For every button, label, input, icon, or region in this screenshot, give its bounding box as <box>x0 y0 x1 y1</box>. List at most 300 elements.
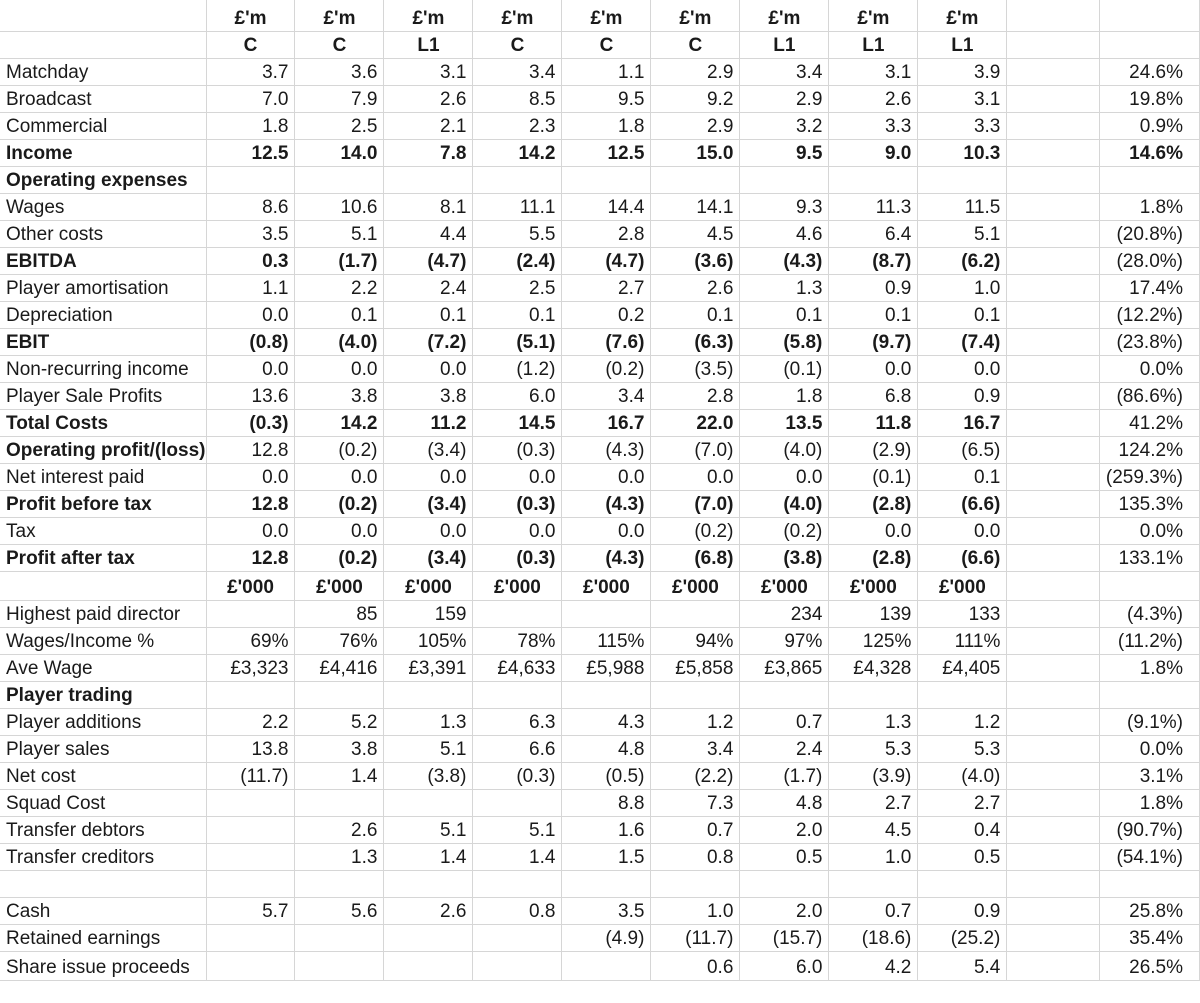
value-cell[interactable]: (3.6) <box>651 247 740 274</box>
value-cell[interactable]: 5.1 <box>473 816 562 843</box>
value-cell[interactable]: 1.2 <box>918 708 1007 735</box>
change-cell[interactable]: 133.1% <box>1099 544 1199 571</box>
value-cell[interactable]: 2.9 <box>651 58 740 85</box>
row-label[interactable]: Commercial <box>0 112 206 139</box>
value-cell[interactable]: (3.5) <box>651 355 740 382</box>
value-cell[interactable] <box>473 870 562 897</box>
empty-cell[interactable] <box>1007 247 1099 274</box>
value-cell[interactable]: 97% <box>740 627 829 654</box>
row-label[interactable]: Depreciation <box>0 301 206 328</box>
change-cell[interactable]: 41.2% <box>1099 409 1199 436</box>
value-cell[interactable]: 14.0 <box>295 139 384 166</box>
value-cell[interactable]: 9.0 <box>829 139 918 166</box>
value-cell[interactable]: 9.2 <box>651 85 740 112</box>
value-cell[interactable]: (7.4) <box>918 328 1007 355</box>
value-cell[interactable]: 0.2 <box>562 301 651 328</box>
value-cell[interactable]: 14.2 <box>295 409 384 436</box>
row-label[interactable]: Net cost <box>0 762 206 789</box>
value-cell[interactable]: 0.0 <box>651 463 740 490</box>
value-cell[interactable] <box>562 681 651 708</box>
value-cell[interactable]: 0.0 <box>384 517 473 544</box>
value-cell[interactable] <box>473 951 562 980</box>
value-cell[interactable]: 0.0 <box>918 517 1007 544</box>
value-cell[interactable]: £'m <box>384 0 473 31</box>
value-cell[interactable]: (4.0) <box>295 328 384 355</box>
value-cell[interactable]: 9.5 <box>562 85 651 112</box>
empty-cell[interactable] <box>1007 166 1099 193</box>
value-cell[interactable]: 6.0 <box>473 382 562 409</box>
value-cell[interactable]: 1.3 <box>295 843 384 870</box>
value-cell[interactable]: 1.8 <box>206 112 295 139</box>
value-cell[interactable] <box>206 816 295 843</box>
value-cell[interactable]: £3,391 <box>384 654 473 681</box>
row-label[interactable]: EBIT <box>0 328 206 355</box>
row-label[interactable]: Matchday <box>0 58 206 85</box>
value-cell[interactable]: 7.8 <box>384 139 473 166</box>
empty-cell[interactable] <box>1007 58 1099 85</box>
value-cell[interactable] <box>829 681 918 708</box>
value-cell[interactable]: 3.1 <box>918 85 1007 112</box>
value-cell[interactable] <box>473 789 562 816</box>
value-cell[interactable]: 7.3 <box>651 789 740 816</box>
value-cell[interactable]: C <box>295 31 384 58</box>
value-cell[interactable]: (1.7) <box>740 762 829 789</box>
empty-cell[interactable] <box>1007 843 1099 870</box>
value-cell[interactable]: (3.4) <box>384 544 473 571</box>
row-label[interactable]: Tax <box>0 517 206 544</box>
value-cell[interactable]: (0.2) <box>295 490 384 517</box>
value-cell[interactable]: 22.0 <box>651 409 740 436</box>
value-cell[interactable]: 5.3 <box>918 735 1007 762</box>
empty-cell[interactable] <box>1007 112 1099 139</box>
value-cell[interactable]: (2.8) <box>829 490 918 517</box>
value-cell[interactable]: £5,988 <box>562 654 651 681</box>
change-cell[interactable]: (9.1%) <box>1099 708 1199 735</box>
row-label[interactable]: Highest paid director <box>0 600 206 627</box>
value-cell[interactable]: (1.2) <box>473 355 562 382</box>
value-cell[interactable]: (2.9) <box>829 436 918 463</box>
empty-cell[interactable] <box>1007 31 1099 58</box>
row-label[interactable]: Income <box>0 139 206 166</box>
value-cell[interactable] <box>562 870 651 897</box>
value-cell[interactable]: £4,416 <box>295 654 384 681</box>
value-cell[interactable]: (9.7) <box>829 328 918 355</box>
value-cell[interactable]: 2.6 <box>829 85 918 112</box>
value-cell[interactable]: (6.3) <box>651 328 740 355</box>
value-cell[interactable]: (6.6) <box>918 490 1007 517</box>
value-cell[interactable]: £'m <box>740 0 829 31</box>
value-cell[interactable]: 4.6 <box>740 220 829 247</box>
value-cell[interactable] <box>829 166 918 193</box>
change-cell[interactable]: (54.1%) <box>1099 843 1199 870</box>
value-cell[interactable]: 0.0 <box>740 463 829 490</box>
row-label[interactable]: EBITDA <box>0 247 206 274</box>
value-cell[interactable]: 0.1 <box>829 301 918 328</box>
value-cell[interactable]: (5.8) <box>740 328 829 355</box>
value-cell[interactable]: (4.3) <box>562 490 651 517</box>
empty-cell[interactable] <box>1007 735 1099 762</box>
value-cell[interactable] <box>651 870 740 897</box>
value-cell[interactable]: 125% <box>829 627 918 654</box>
value-cell[interactable] <box>384 870 473 897</box>
value-cell[interactable]: 2.9 <box>740 85 829 112</box>
value-cell[interactable]: 5.1 <box>384 816 473 843</box>
value-cell[interactable] <box>295 951 384 980</box>
empty-cell[interactable] <box>1007 951 1099 980</box>
row-label[interactable]: Player sales <box>0 735 206 762</box>
value-cell[interactable]: £3,865 <box>740 654 829 681</box>
value-cell[interactable]: 5.3 <box>829 735 918 762</box>
value-cell[interactable]: 0.0 <box>918 355 1007 382</box>
value-cell[interactable]: 3.5 <box>206 220 295 247</box>
value-cell[interactable]: 8.5 <box>473 85 562 112</box>
row-label[interactable]: Profit before tax <box>0 490 206 517</box>
value-cell[interactable]: (0.2) <box>295 544 384 571</box>
value-cell[interactable] <box>384 951 473 980</box>
value-cell[interactable]: (0.3) <box>473 544 562 571</box>
value-cell[interactable]: (3.4) <box>384 436 473 463</box>
value-cell[interactable]: 13.8 <box>206 735 295 762</box>
value-cell[interactable]: 3.4 <box>651 735 740 762</box>
row-label[interactable]: Share issue proceeds <box>0 951 206 980</box>
value-cell[interactable]: 69% <box>206 627 295 654</box>
value-cell[interactable]: £'m <box>651 0 740 31</box>
change-cell[interactable]: 0.0% <box>1099 355 1199 382</box>
value-cell[interactable]: 0.7 <box>740 708 829 735</box>
value-cell[interactable]: 15.0 <box>651 139 740 166</box>
value-cell[interactable]: 2.7 <box>918 789 1007 816</box>
value-cell[interactable]: (0.3) <box>473 436 562 463</box>
value-cell[interactable] <box>206 870 295 897</box>
row-label[interactable]: Operating expenses <box>0 166 206 193</box>
empty-cell[interactable] <box>1007 517 1099 544</box>
row-label[interactable]: Cash <box>0 897 206 924</box>
empty-cell[interactable] <box>1007 0 1099 31</box>
value-cell[interactable]: (4.0) <box>740 436 829 463</box>
value-cell[interactable]: £'000 <box>562 571 651 600</box>
value-cell[interactable]: £'m <box>562 0 651 31</box>
empty-cell[interactable] <box>1007 627 1099 654</box>
value-cell[interactable]: 3.2 <box>740 112 829 139</box>
value-cell[interactable]: (6.6) <box>918 544 1007 571</box>
value-cell[interactable] <box>295 924 384 951</box>
value-cell[interactable]: (4.0) <box>918 762 1007 789</box>
value-cell[interactable]: 7.0 <box>206 85 295 112</box>
value-cell[interactable] <box>740 870 829 897</box>
value-cell[interactable]: 0.6 <box>651 951 740 980</box>
value-cell[interactable]: (0.2) <box>740 517 829 544</box>
value-cell[interactable]: (7.0) <box>651 490 740 517</box>
change-cell[interactable] <box>1099 681 1199 708</box>
empty-cell[interactable] <box>1007 762 1099 789</box>
value-cell[interactable]: 159 <box>384 600 473 627</box>
value-cell[interactable]: (6.2) <box>918 247 1007 274</box>
value-cell[interactable] <box>740 681 829 708</box>
value-cell[interactable]: 13.6 <box>206 382 295 409</box>
row-label[interactable]: Retained earnings <box>0 924 206 951</box>
value-cell[interactable]: £'000 <box>918 571 1007 600</box>
value-cell[interactable]: 3.1 <box>384 58 473 85</box>
value-cell[interactable]: 11.3 <box>829 193 918 220</box>
empty-cell[interactable] <box>1007 436 1099 463</box>
value-cell[interactable]: 1.4 <box>473 843 562 870</box>
change-cell[interactable]: 35.4% <box>1099 924 1199 951</box>
value-cell[interactable]: 0.4 <box>918 816 1007 843</box>
value-cell[interactable]: £'m <box>918 0 1007 31</box>
row-label[interactable]: Player additions <box>0 708 206 735</box>
row-label[interactable]: Transfer debtors <box>0 816 206 843</box>
value-cell[interactable]: 6.8 <box>829 382 918 409</box>
row-label[interactable]: Player trading <box>0 681 206 708</box>
value-cell[interactable]: 4.5 <box>829 816 918 843</box>
value-cell[interactable] <box>206 681 295 708</box>
value-cell[interactable]: 11.5 <box>918 193 1007 220</box>
value-cell[interactable]: (25.2) <box>918 924 1007 951</box>
value-cell[interactable]: 0.0 <box>295 517 384 544</box>
value-cell[interactable]: 13.5 <box>740 409 829 436</box>
value-cell[interactable]: 4.4 <box>384 220 473 247</box>
value-cell[interactable]: 2.6 <box>384 897 473 924</box>
value-cell[interactable] <box>562 166 651 193</box>
empty-cell[interactable] <box>1007 544 1099 571</box>
value-cell[interactable]: 0.1 <box>384 301 473 328</box>
change-cell[interactable]: 24.6% <box>1099 58 1199 85</box>
value-cell[interactable]: L1 <box>918 31 1007 58</box>
value-cell[interactable]: 0.0 <box>206 517 295 544</box>
value-cell[interactable]: 3.9 <box>918 58 1007 85</box>
value-cell[interactable]: 0.9 <box>829 274 918 301</box>
value-cell[interactable]: 0.1 <box>473 301 562 328</box>
value-cell[interactable]: (6.8) <box>651 544 740 571</box>
value-cell[interactable]: (18.6) <box>829 924 918 951</box>
value-cell[interactable]: 1.3 <box>384 708 473 735</box>
value-cell[interactable] <box>473 166 562 193</box>
value-cell[interactable]: (0.3) <box>473 490 562 517</box>
value-cell[interactable]: 2.6 <box>651 274 740 301</box>
row-label[interactable] <box>0 31 206 58</box>
value-cell[interactable]: 1.1 <box>206 274 295 301</box>
value-cell[interactable] <box>295 789 384 816</box>
value-cell[interactable]: 16.7 <box>918 409 1007 436</box>
value-cell[interactable] <box>206 951 295 980</box>
value-cell[interactable]: 4.8 <box>562 735 651 762</box>
empty-cell[interactable] <box>1007 193 1099 220</box>
value-cell[interactable]: C <box>651 31 740 58</box>
change-cell[interactable]: (20.8%) <box>1099 220 1199 247</box>
value-cell[interactable]: (4.3) <box>740 247 829 274</box>
change-cell[interactable]: 135.3% <box>1099 490 1199 517</box>
empty-cell[interactable] <box>1007 600 1099 627</box>
value-cell[interactable]: 11.8 <box>829 409 918 436</box>
value-cell[interactable]: 12.5 <box>206 139 295 166</box>
value-cell[interactable]: (4.7) <box>562 247 651 274</box>
value-cell[interactable]: (7.6) <box>562 328 651 355</box>
change-cell[interactable]: (90.7%) <box>1099 816 1199 843</box>
value-cell[interactable] <box>206 600 295 627</box>
value-cell[interactable]: (4.9) <box>562 924 651 951</box>
change-cell[interactable]: 124.2% <box>1099 436 1199 463</box>
value-cell[interactable]: 4.2 <box>829 951 918 980</box>
row-label[interactable]: Wages/Income % <box>0 627 206 654</box>
value-cell[interactable] <box>829 870 918 897</box>
value-cell[interactable]: £4,405 <box>918 654 1007 681</box>
value-cell[interactable] <box>206 789 295 816</box>
row-label[interactable]: Other costs <box>0 220 206 247</box>
value-cell[interactable]: 1.4 <box>295 762 384 789</box>
value-cell[interactable]: 85 <box>295 600 384 627</box>
value-cell[interactable]: (3.8) <box>740 544 829 571</box>
value-cell[interactable]: 2.5 <box>473 274 562 301</box>
value-cell[interactable]: 0.1 <box>651 301 740 328</box>
value-cell[interactable]: 0.7 <box>651 816 740 843</box>
value-cell[interactable] <box>206 924 295 951</box>
change-cell[interactable]: (23.8%) <box>1099 328 1199 355</box>
value-cell[interactable]: 0.0 <box>295 463 384 490</box>
value-cell[interactable]: 0.3 <box>206 247 295 274</box>
value-cell[interactable]: 3.8 <box>295 382 384 409</box>
value-cell[interactable]: C <box>206 31 295 58</box>
empty-cell[interactable] <box>1007 355 1099 382</box>
value-cell[interactable]: (0.2) <box>295 436 384 463</box>
value-cell[interactable]: 8.6 <box>206 193 295 220</box>
value-cell[interactable]: £4,328 <box>829 654 918 681</box>
value-cell[interactable]: 8.8 <box>562 789 651 816</box>
value-cell[interactable]: 5.4 <box>918 951 1007 980</box>
value-cell[interactable]: 0.7 <box>829 897 918 924</box>
value-cell[interactable]: 1.0 <box>918 274 1007 301</box>
value-cell[interactable]: (3.8) <box>384 762 473 789</box>
empty-cell[interactable] <box>1007 490 1099 517</box>
row-label[interactable]: Non-recurring income <box>0 355 206 382</box>
value-cell[interactable]: 1.0 <box>651 897 740 924</box>
value-cell[interactable]: (4.3) <box>562 544 651 571</box>
empty-cell[interactable] <box>1007 139 1099 166</box>
value-cell[interactable] <box>295 166 384 193</box>
value-cell[interactable]: 5.1 <box>384 735 473 762</box>
value-cell[interactable]: 6.0 <box>740 951 829 980</box>
row-label[interactable]: Total Costs <box>0 409 206 436</box>
empty-cell[interactable] <box>1007 924 1099 951</box>
value-cell[interactable]: 1.4 <box>384 843 473 870</box>
value-cell[interactable]: 0.0 <box>384 463 473 490</box>
empty-cell[interactable] <box>1007 274 1099 301</box>
value-cell[interactable]: (2.8) <box>829 544 918 571</box>
value-cell[interactable]: 2.4 <box>740 735 829 762</box>
value-cell[interactable] <box>295 681 384 708</box>
value-cell[interactable]: 2.3 <box>473 112 562 139</box>
empty-cell[interactable] <box>1007 816 1099 843</box>
value-cell[interactable]: (11.7) <box>206 762 295 789</box>
value-cell[interactable]: 12.8 <box>206 436 295 463</box>
value-cell[interactable] <box>473 924 562 951</box>
value-cell[interactable]: 0.8 <box>651 843 740 870</box>
value-cell[interactable] <box>384 789 473 816</box>
value-cell[interactable]: (15.7) <box>740 924 829 951</box>
value-cell[interactable]: 0.0 <box>295 355 384 382</box>
value-cell[interactable]: 1.2 <box>651 708 740 735</box>
change-cell[interactable]: 1.8% <box>1099 789 1199 816</box>
value-cell[interactable]: 3.3 <box>829 112 918 139</box>
value-cell[interactable] <box>562 951 651 980</box>
value-cell[interactable]: 0.0 <box>206 463 295 490</box>
value-cell[interactable]: (2.2) <box>651 762 740 789</box>
value-cell[interactable]: 3.5 <box>562 897 651 924</box>
value-cell[interactable]: 5.2 <box>295 708 384 735</box>
value-cell[interactable]: £'m <box>829 0 918 31</box>
value-cell[interactable]: £'000 <box>206 571 295 600</box>
change-cell[interactable] <box>1099 571 1199 600</box>
value-cell[interactable]: 0.0 <box>384 355 473 382</box>
value-cell[interactable]: (6.5) <box>918 436 1007 463</box>
value-cell[interactable] <box>918 681 1007 708</box>
change-cell[interactable]: (11.2%) <box>1099 627 1199 654</box>
value-cell[interactable]: 0.5 <box>740 843 829 870</box>
value-cell[interactable]: (0.3) <box>206 409 295 436</box>
value-cell[interactable]: C <box>562 31 651 58</box>
value-cell[interactable]: 0.1 <box>918 463 1007 490</box>
value-cell[interactable]: 6.3 <box>473 708 562 735</box>
row-label[interactable]: Ave Wage <box>0 654 206 681</box>
row-label[interactable]: Player Sale Profits <box>0 382 206 409</box>
value-cell[interactable]: 0.0 <box>473 517 562 544</box>
value-cell[interactable] <box>562 600 651 627</box>
value-cell[interactable]: 139 <box>829 600 918 627</box>
value-cell[interactable] <box>651 681 740 708</box>
value-cell[interactable]: £5,858 <box>651 654 740 681</box>
value-cell[interactable]: (0.1) <box>740 355 829 382</box>
value-cell[interactable]: 0.9 <box>918 897 1007 924</box>
change-cell[interactable]: 19.8% <box>1099 85 1199 112</box>
value-cell[interactable]: £'000 <box>295 571 384 600</box>
value-cell[interactable]: (11.7) <box>651 924 740 951</box>
change-cell[interactable]: 1.8% <box>1099 193 1199 220</box>
value-cell[interactable] <box>384 166 473 193</box>
value-cell[interactable]: 234 <box>740 600 829 627</box>
row-label[interactable]: Transfer creditors <box>0 843 206 870</box>
value-cell[interactable]: 2.6 <box>295 816 384 843</box>
value-cell[interactable]: 2.1 <box>384 112 473 139</box>
value-cell[interactable]: 0.1 <box>295 301 384 328</box>
value-cell[interactable]: (0.3) <box>473 762 562 789</box>
value-cell[interactable]: (3.4) <box>384 490 473 517</box>
value-cell[interactable]: 9.5 <box>740 139 829 166</box>
empty-cell[interactable] <box>1007 220 1099 247</box>
value-cell[interactable]: (4.7) <box>384 247 473 274</box>
value-cell[interactable]: 11.1 <box>473 193 562 220</box>
value-cell[interactable]: 105% <box>384 627 473 654</box>
value-cell[interactable]: (0.1) <box>829 463 918 490</box>
value-cell[interactable]: 94% <box>651 627 740 654</box>
value-cell[interactable]: £'m <box>295 0 384 31</box>
value-cell[interactable]: 0.1 <box>918 301 1007 328</box>
value-cell[interactable]: 2.8 <box>651 382 740 409</box>
value-cell[interactable]: 5.6 <box>295 897 384 924</box>
row-label[interactable]: Profit after tax <box>0 544 206 571</box>
empty-cell[interactable] <box>1007 870 1099 897</box>
value-cell[interactable] <box>473 681 562 708</box>
value-cell[interactable]: (7.0) <box>651 436 740 463</box>
row-label[interactable] <box>0 571 206 600</box>
change-cell[interactable]: 0.0% <box>1099 517 1199 544</box>
value-cell[interactable]: (3.9) <box>829 762 918 789</box>
value-cell[interactable]: 12.8 <box>206 490 295 517</box>
value-cell[interactable]: 0.0 <box>206 301 295 328</box>
empty-cell[interactable] <box>1007 382 1099 409</box>
value-cell[interactable]: (0.2) <box>651 517 740 544</box>
empty-cell[interactable] <box>1007 463 1099 490</box>
value-cell[interactable]: £4,633 <box>473 654 562 681</box>
value-cell[interactable]: 0.0 <box>473 463 562 490</box>
